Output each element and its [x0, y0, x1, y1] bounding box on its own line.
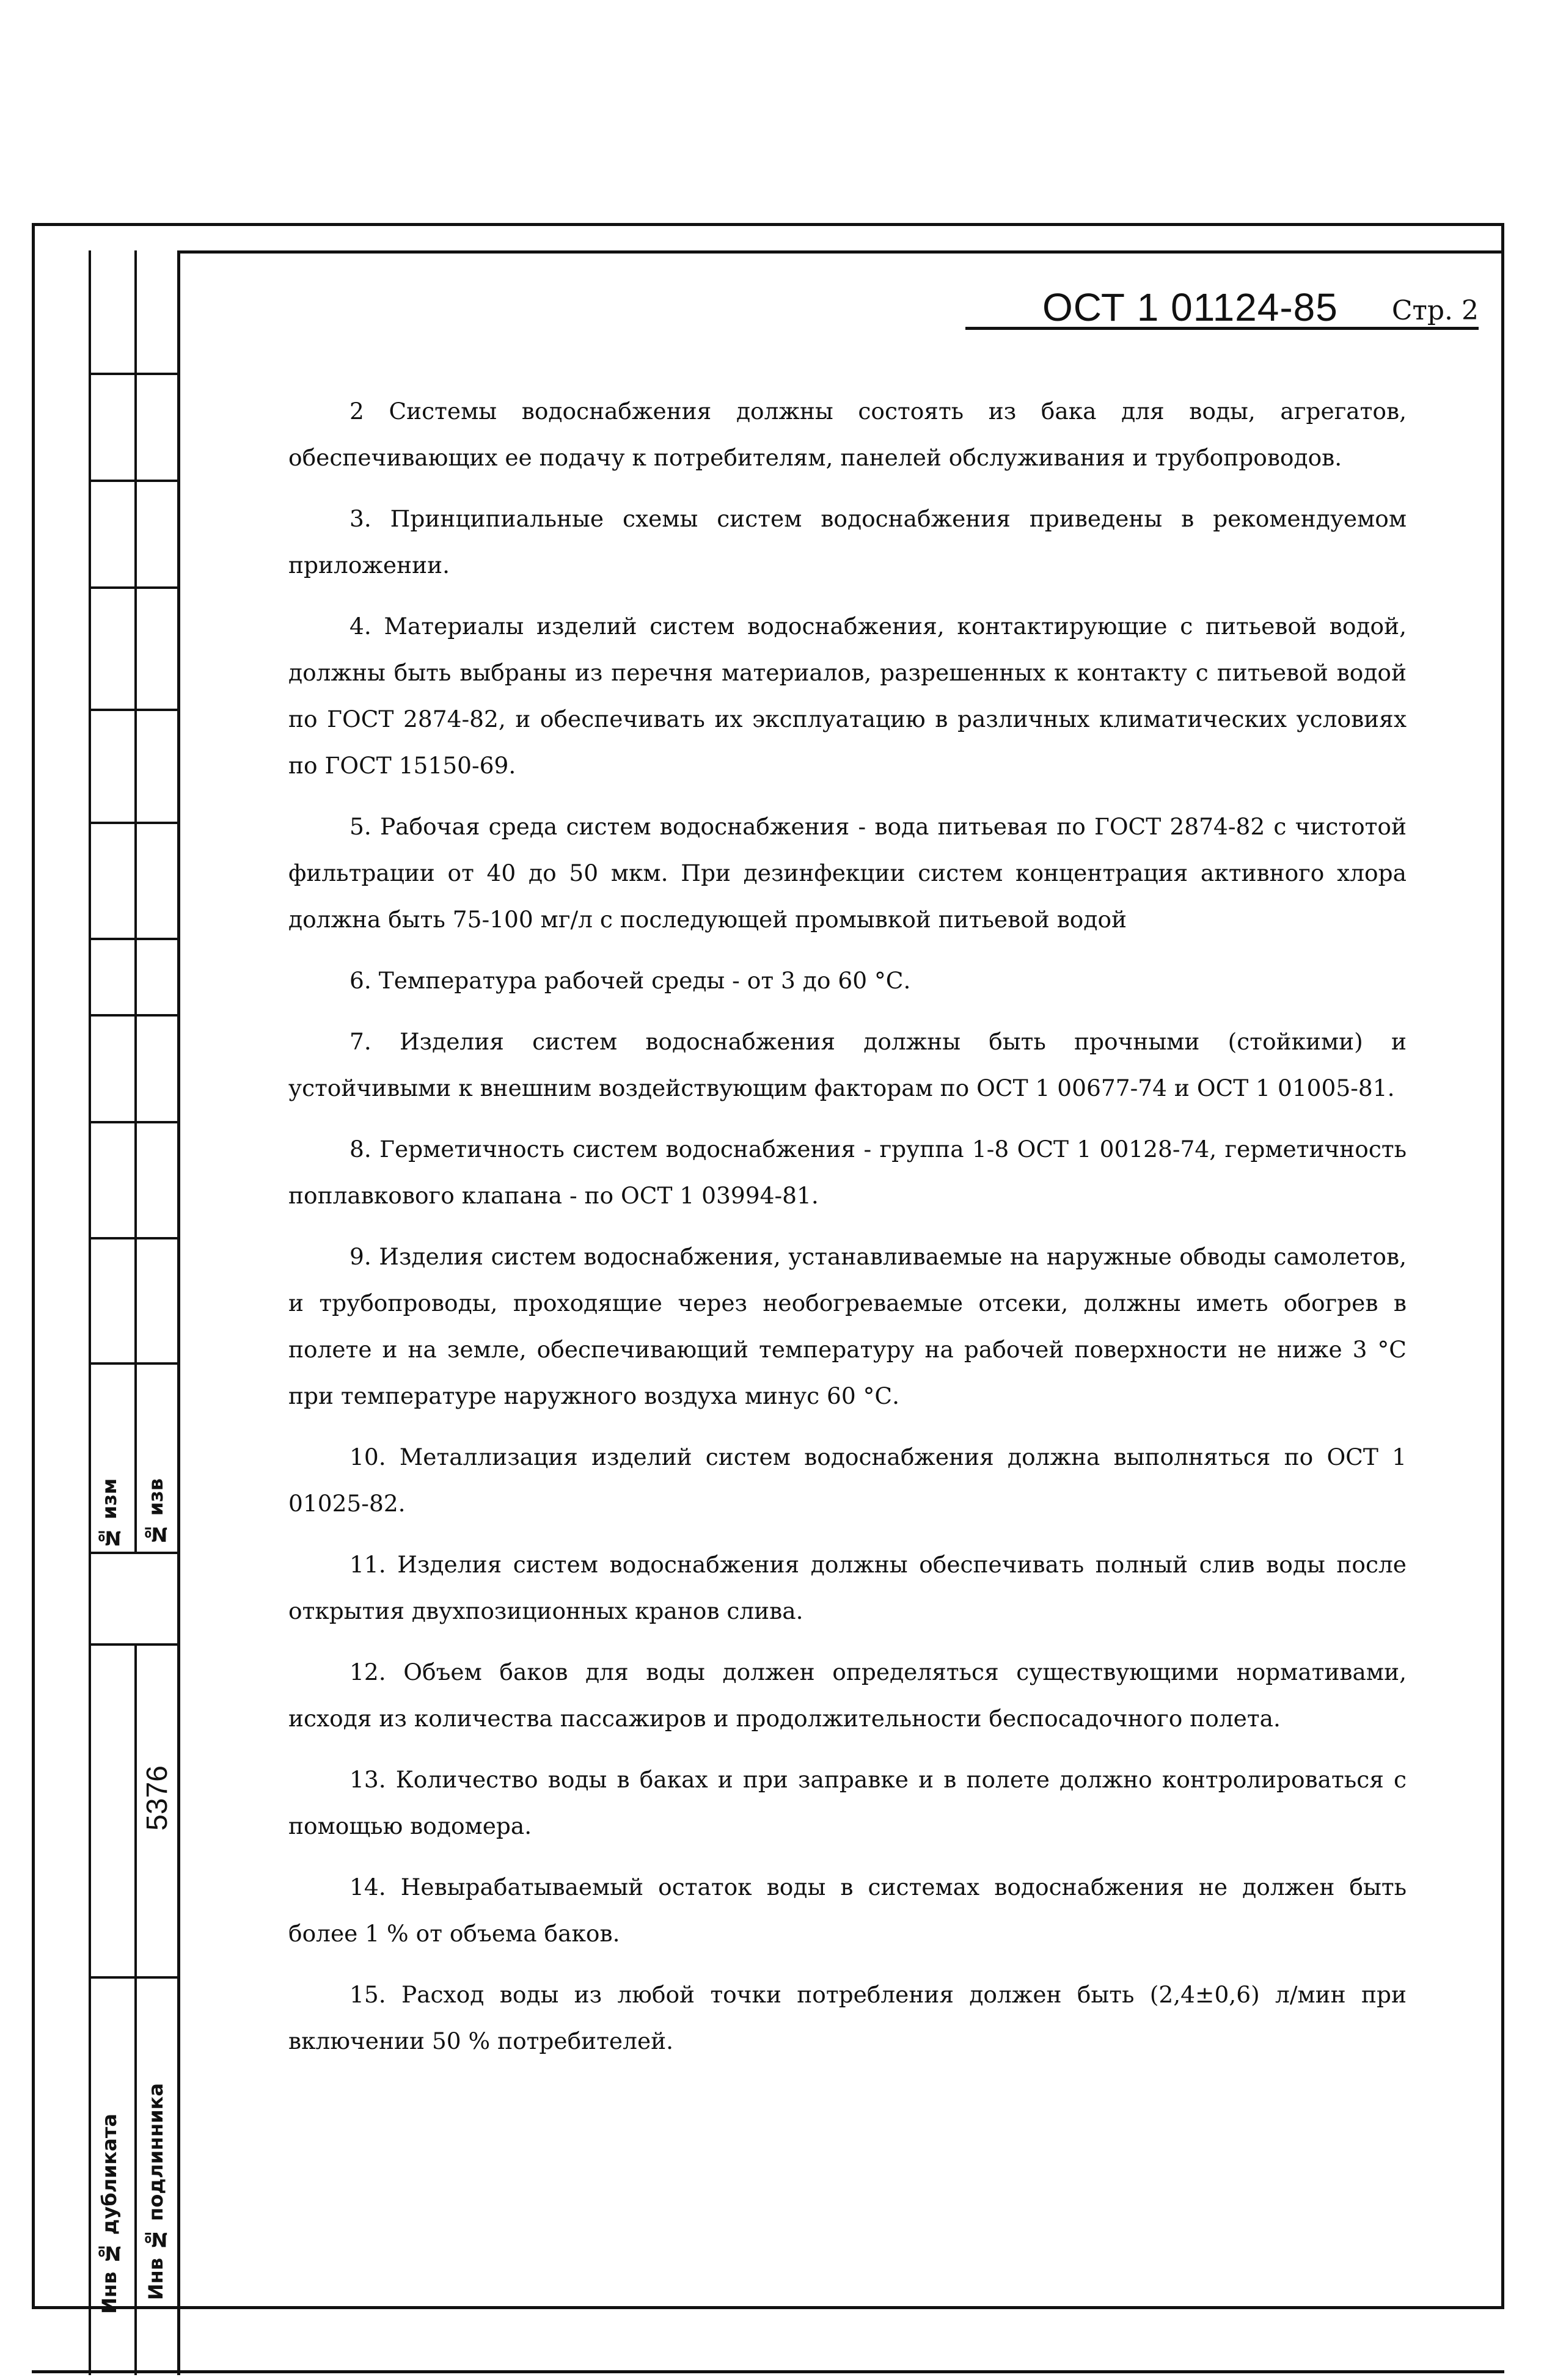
side-stamp-inv-podlinnika: Инв № подлинника: [144, 2083, 167, 2301]
paragraph-2: 2 Системы водоснабжения должны состоять из бака для воды, агрегатов, обеспечивающих ее подачу к потребителям, панелей обслуживания и трубопроводов.: [288, 398, 1407, 471]
side-stamp-izv: № изв: [144, 1478, 167, 1546]
side-stamp-row-line: [89, 822, 180, 824]
paragraph-3: 3. Принципиальные схемы систем водоснабжения приведены в рекомендуемом приложении.: [288, 505, 1407, 579]
side-stamp-row-line: [89, 1121, 180, 1123]
paragraph-11: 11. Изделия систем водоснабжения должны обеспечивать полный слив воды после открытия двухпозиционных кранов слива.: [288, 1551, 1407, 1624]
side-stamp-row-line: [89, 938, 180, 940]
side-stamp-divider: [134, 250, 137, 1552]
paragraph-10: 10. Металлизация изделий систем водоснабжения должна выполняться по ОСТ 1 01025-82.: [288, 1444, 1407, 1517]
side-stamp-row-line: [89, 373, 180, 375]
side-stamp-row-line: [89, 1552, 180, 1554]
paragraph-7: 7. Изделия систем водоснабжения должны быть прочными (стойкими) и устойчивыми к внешним воздействующим факторам по ОСТ 1 00677-74 и ОСТ 1 01005-81.: [288, 1028, 1407, 1101]
paragraph-8: 8. Герметичность систем водоснабжения - группа 1-8 ОСТ 1 00128-74, герметичность поплавкового клапана - по ОСТ 1 03994-81.: [288, 1136, 1407, 1209]
document-body: [288, 388, 1407, 2079]
side-stamp-izm: № изм: [98, 1478, 121, 1550]
side-stamp-row-line: [89, 1014, 180, 1017]
side-stamp-divider-lower: [134, 1643, 137, 2375]
side-stamp-inv-dublikata: Инв № дубликата: [98, 2114, 121, 2314]
paragraph-14: 14. Невырабатываемый остаток воды в системах водоснабжения не должен быть более 1 % от объема баков.: [288, 1874, 1407, 1947]
paragraph-5: 5. Рабочая среда систем водоснабжения - вода питьевая по ГОСТ 2874-82 с чистотой фильтрации от 40 до 50 мкм. При дезинфекции систем концентрация активного хлора должна быть 75-100 мг/л с последующей промывкой питьевой водой: [288, 813, 1407, 933]
bottom-rule: [32, 2370, 1504, 2373]
page-label: Стр. 2: [1391, 295, 1479, 326]
paragraph-6: 6. Температура рабочей среды - от 3 до 60 °С.: [349, 967, 911, 994]
doc-code: ОСТ 1 01124-85: [1042, 285, 1338, 329]
paragraph-12: 12. Объем баков для воды должен определяться существующими нормативами, исходя из количества пассажиров и продолжительности беспосадочного полета.: [288, 1659, 1407, 1732]
side-stamp-row-line: [89, 709, 180, 711]
side-stamp-row-line: [89, 1976, 180, 1979]
side-stamp-row-line: [89, 480, 180, 482]
paragraph-9: 9. Изделия систем водоснабжения, устанавливаемые на наружные обводы самолетов, и трубопроводы, проходящие через необогреваемые отсеки, должны иметь обогрев в полете и на земле, обеспечивающий температуру на рабочей поверхности не ниже 3 °С при температуре наружного воздуха минус 60 °С.: [288, 1243, 1407, 1409]
side-stamp-row-line: [89, 1362, 180, 1365]
side-stamp-row-line: [89, 1643, 180, 1646]
paragraph-15: 15. Расход воды из любой точки потребления должен быть (2,4±0,6) л/мин при включении 50 % потребителей.: [288, 1981, 1407, 2054]
page-header: [965, 278, 1479, 330]
side-stamp-inv-number: 5376: [141, 1765, 174, 1831]
paragraph-13: 13. Количество воды в баках и при заправке и в полете должно контролироваться с помощью водомера.: [288, 1766, 1407, 1839]
side-stamp-row-line: [89, 1237, 180, 1239]
paragraph-4: 4. Материалы изделий систем водоснабжения, контактирующие с питьевой водой, должны быть выбраны из перечня материалов, разрешенных к контакту с питьевой водой по ГОСТ 2874-82, и обеспечивать их эксплуатацию в различных климатических условиях по ГОСТ 15150-69.: [288, 613, 1407, 779]
side-stamp-row-line: [89, 586, 180, 589]
